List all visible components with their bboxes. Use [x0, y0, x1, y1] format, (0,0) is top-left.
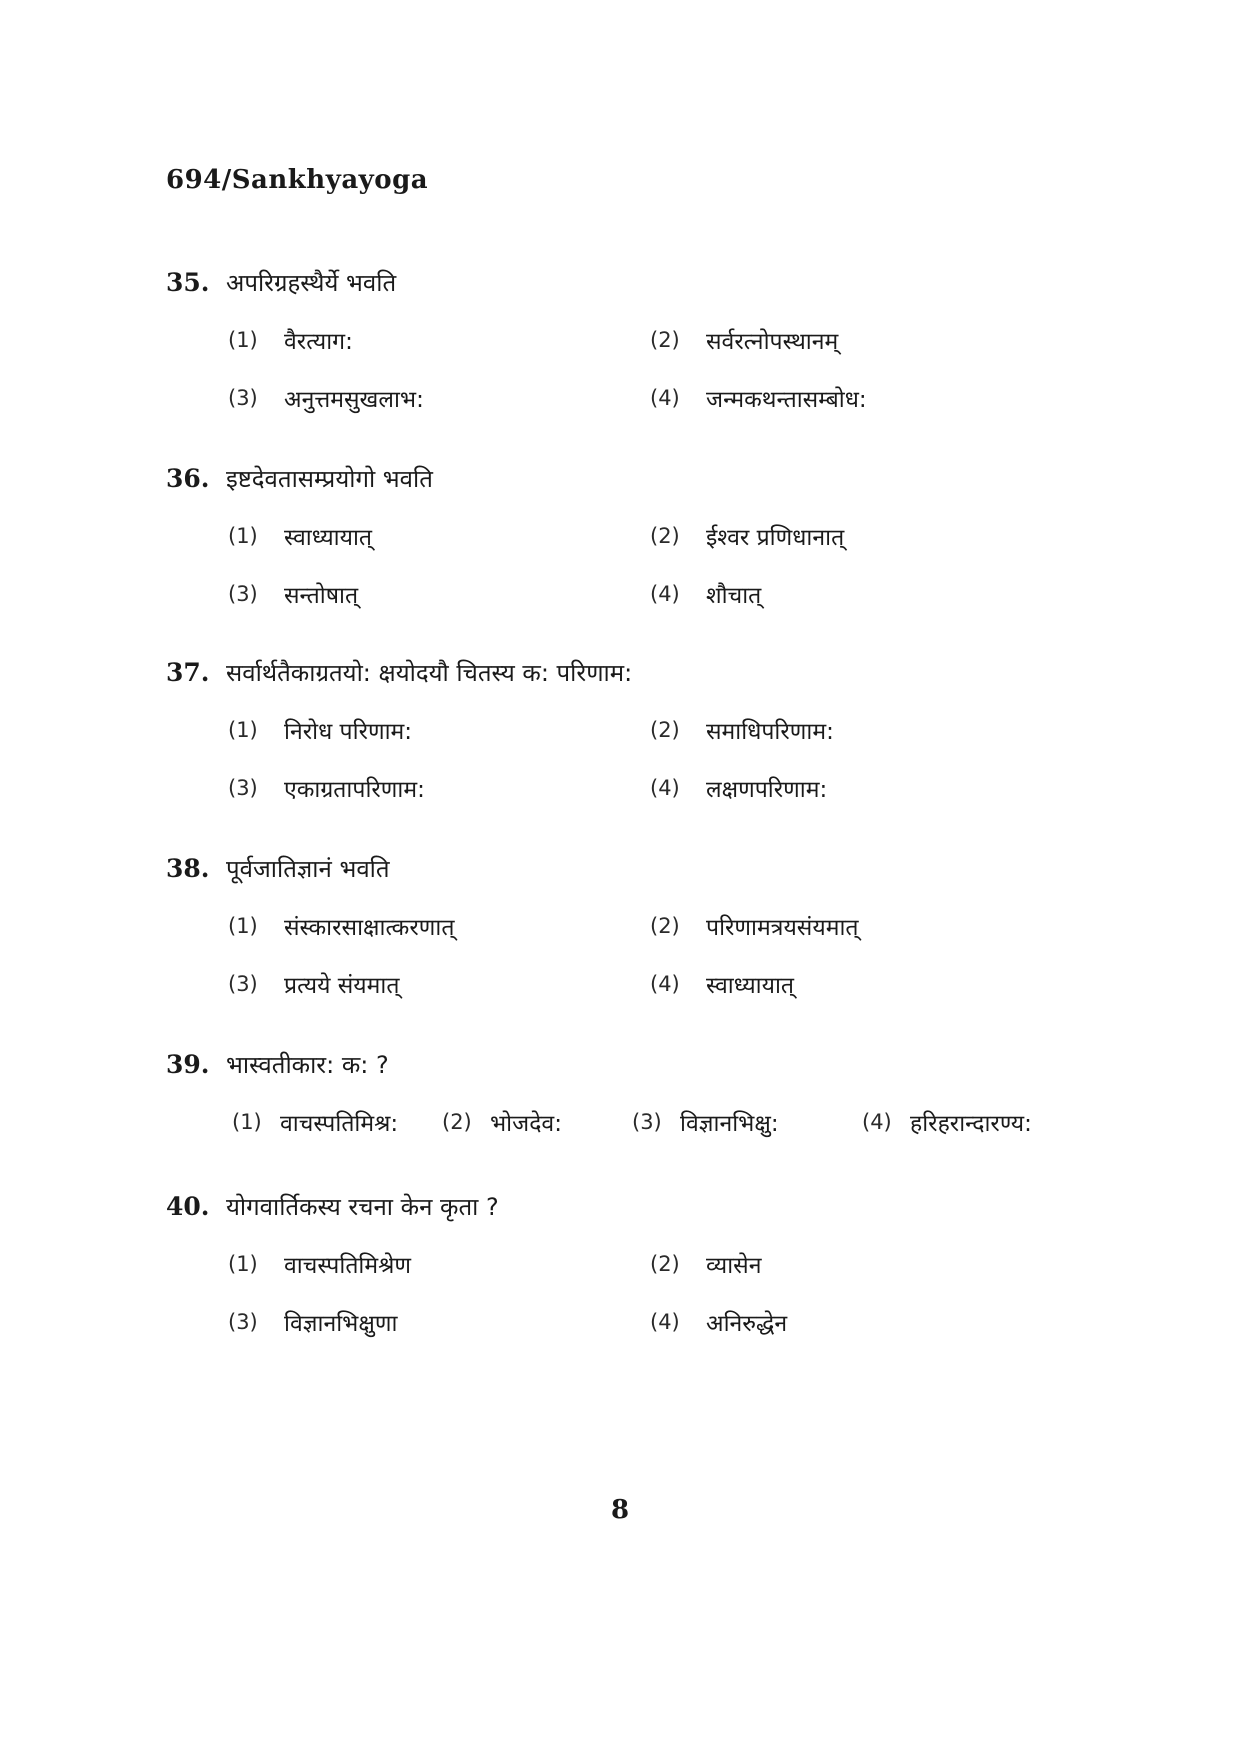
question-text: योगवार्तिकस्य रचना केन कृता ? — [226, 1192, 499, 1221]
option-number: (2) — [650, 718, 680, 742]
option-text: स्वाध्यायात् — [284, 525, 373, 551]
option-text: निरोध परिणाम: — [284, 719, 413, 745]
option-number: (4) — [650, 386, 680, 410]
option-number: (2) — [650, 1252, 680, 1276]
option-4 — [650, 1306, 1090, 1338]
option-number: (1) — [228, 914, 258, 938]
option-number: (1) — [228, 718, 258, 742]
question-40 — [166, 1186, 1126, 1342]
question-38 — [166, 848, 1126, 1004]
question-number: 35. — [166, 267, 210, 297]
question-number: 38. — [166, 853, 210, 883]
option-2 — [442, 1106, 632, 1138]
option-1 — [228, 714, 650, 746]
option-3 — [228, 772, 650, 804]
option-text: सन्तोषात् — [284, 583, 359, 609]
option-number: (4) — [650, 776, 680, 800]
option-text: अनुत्तमसुखलाभ: — [284, 387, 424, 413]
option-4 — [650, 772, 1090, 804]
question-number: 40. — [166, 1191, 210, 1221]
option-text: वाचस्पतिमिश्र: — [280, 1111, 399, 1137]
option-number: (4) — [650, 972, 680, 996]
option-number: (3) — [228, 386, 258, 410]
option-text: अनिरुद्धेन — [706, 1311, 788, 1337]
option-3 — [228, 1306, 650, 1338]
option-number: (4) — [862, 1110, 892, 1134]
option-number: (3) — [632, 1110, 662, 1134]
question-number: 36. — [166, 463, 210, 493]
question-text: अपरिग्रहस्थैर्ये भवति — [226, 268, 397, 297]
option-number: (1) — [228, 1252, 258, 1276]
option-3 — [228, 382, 650, 414]
option-number: (3) — [228, 1310, 258, 1334]
question-text: सर्वार्थतैकाग्रतयो: क्षयोदयौ चितस्य क: परिणाम: — [226, 658, 633, 687]
option-text: वाचस्पतिमिश्रेण — [284, 1253, 412, 1279]
option-2 — [650, 324, 1090, 356]
option-1 — [228, 1248, 650, 1280]
option-text: विज्ञानभिक्षुणा — [284, 1311, 398, 1337]
question-number: 39. — [166, 1049, 210, 1079]
option-text: शौचात् — [706, 583, 762, 609]
question-36 — [166, 458, 1126, 614]
option-2 — [650, 714, 1090, 746]
question-37 — [166, 652, 1126, 808]
question-35 — [166, 262, 1126, 418]
option-number: (2) — [650, 328, 680, 352]
option-2 — [650, 910, 1090, 942]
option-text: एकाग्रतापरिणाम: — [284, 777, 425, 803]
option-1 — [232, 1106, 442, 1138]
option-text: संस्कारसाक्षात्करणात् — [284, 915, 455, 941]
option-4 — [650, 382, 1090, 414]
option-4 — [650, 968, 1090, 1000]
option-text: भोजदेव: — [490, 1111, 562, 1137]
option-text: विज्ञानभिक्षु: — [680, 1111, 779, 1137]
option-number: (2) — [650, 914, 680, 938]
option-4 — [862, 1106, 1102, 1138]
question-text: भास्वतीकार: क: ? — [226, 1050, 389, 1079]
option-text: वैरत्याग: — [284, 329, 353, 355]
option-text: परिणामत्रयसंयमात् — [706, 915, 859, 941]
option-text: प्रत्यये संयमात् — [284, 973, 400, 999]
option-text: सर्वरत्नोपस्थानम् — [706, 329, 839, 355]
option-2 — [650, 520, 1090, 552]
option-number: (4) — [650, 1310, 680, 1334]
option-number: (2) — [442, 1110, 472, 1134]
question-text: पूर्वजातिज्ञानं भवति — [226, 854, 390, 883]
option-2 — [650, 1248, 1090, 1280]
option-3 — [228, 578, 650, 610]
option-number: (1) — [232, 1110, 262, 1134]
option-number: (4) — [650, 582, 680, 606]
page-number: 8 — [610, 1495, 630, 1525]
option-text: व्यासेन — [706, 1253, 762, 1279]
option-text: ईश्वर प्रणिधानात् — [706, 525, 845, 551]
option-1 — [228, 520, 650, 552]
option-text: हरिहरान्दारण्य: — [910, 1111, 1032, 1137]
option-1 — [228, 324, 650, 356]
question-text: इष्टदेवतासम्प्रयोगो भवति — [226, 464, 433, 493]
option-number: (3) — [228, 776, 258, 800]
question-number: 37. — [166, 657, 210, 687]
option-4 — [650, 578, 1090, 610]
option-number: (1) — [228, 524, 258, 548]
question-39 — [166, 1044, 1126, 1142]
option-3 — [228, 968, 650, 1000]
option-3 — [632, 1106, 862, 1138]
option-number: (3) — [228, 972, 258, 996]
option-1 — [228, 910, 650, 942]
option-text: समाधिपरिणाम: — [706, 719, 834, 745]
option-number: (3) — [228, 582, 258, 606]
option-text: स्वाध्यायात् — [706, 973, 795, 999]
option-number: (2) — [650, 524, 680, 548]
option-text: लक्षणपरिणाम: — [706, 777, 828, 803]
option-number: (1) — [228, 328, 258, 352]
paper-code-header: 694/Sankhyayoga — [166, 165, 429, 195]
option-text: जन्मकथन्तासम्बोध: — [706, 387, 867, 413]
